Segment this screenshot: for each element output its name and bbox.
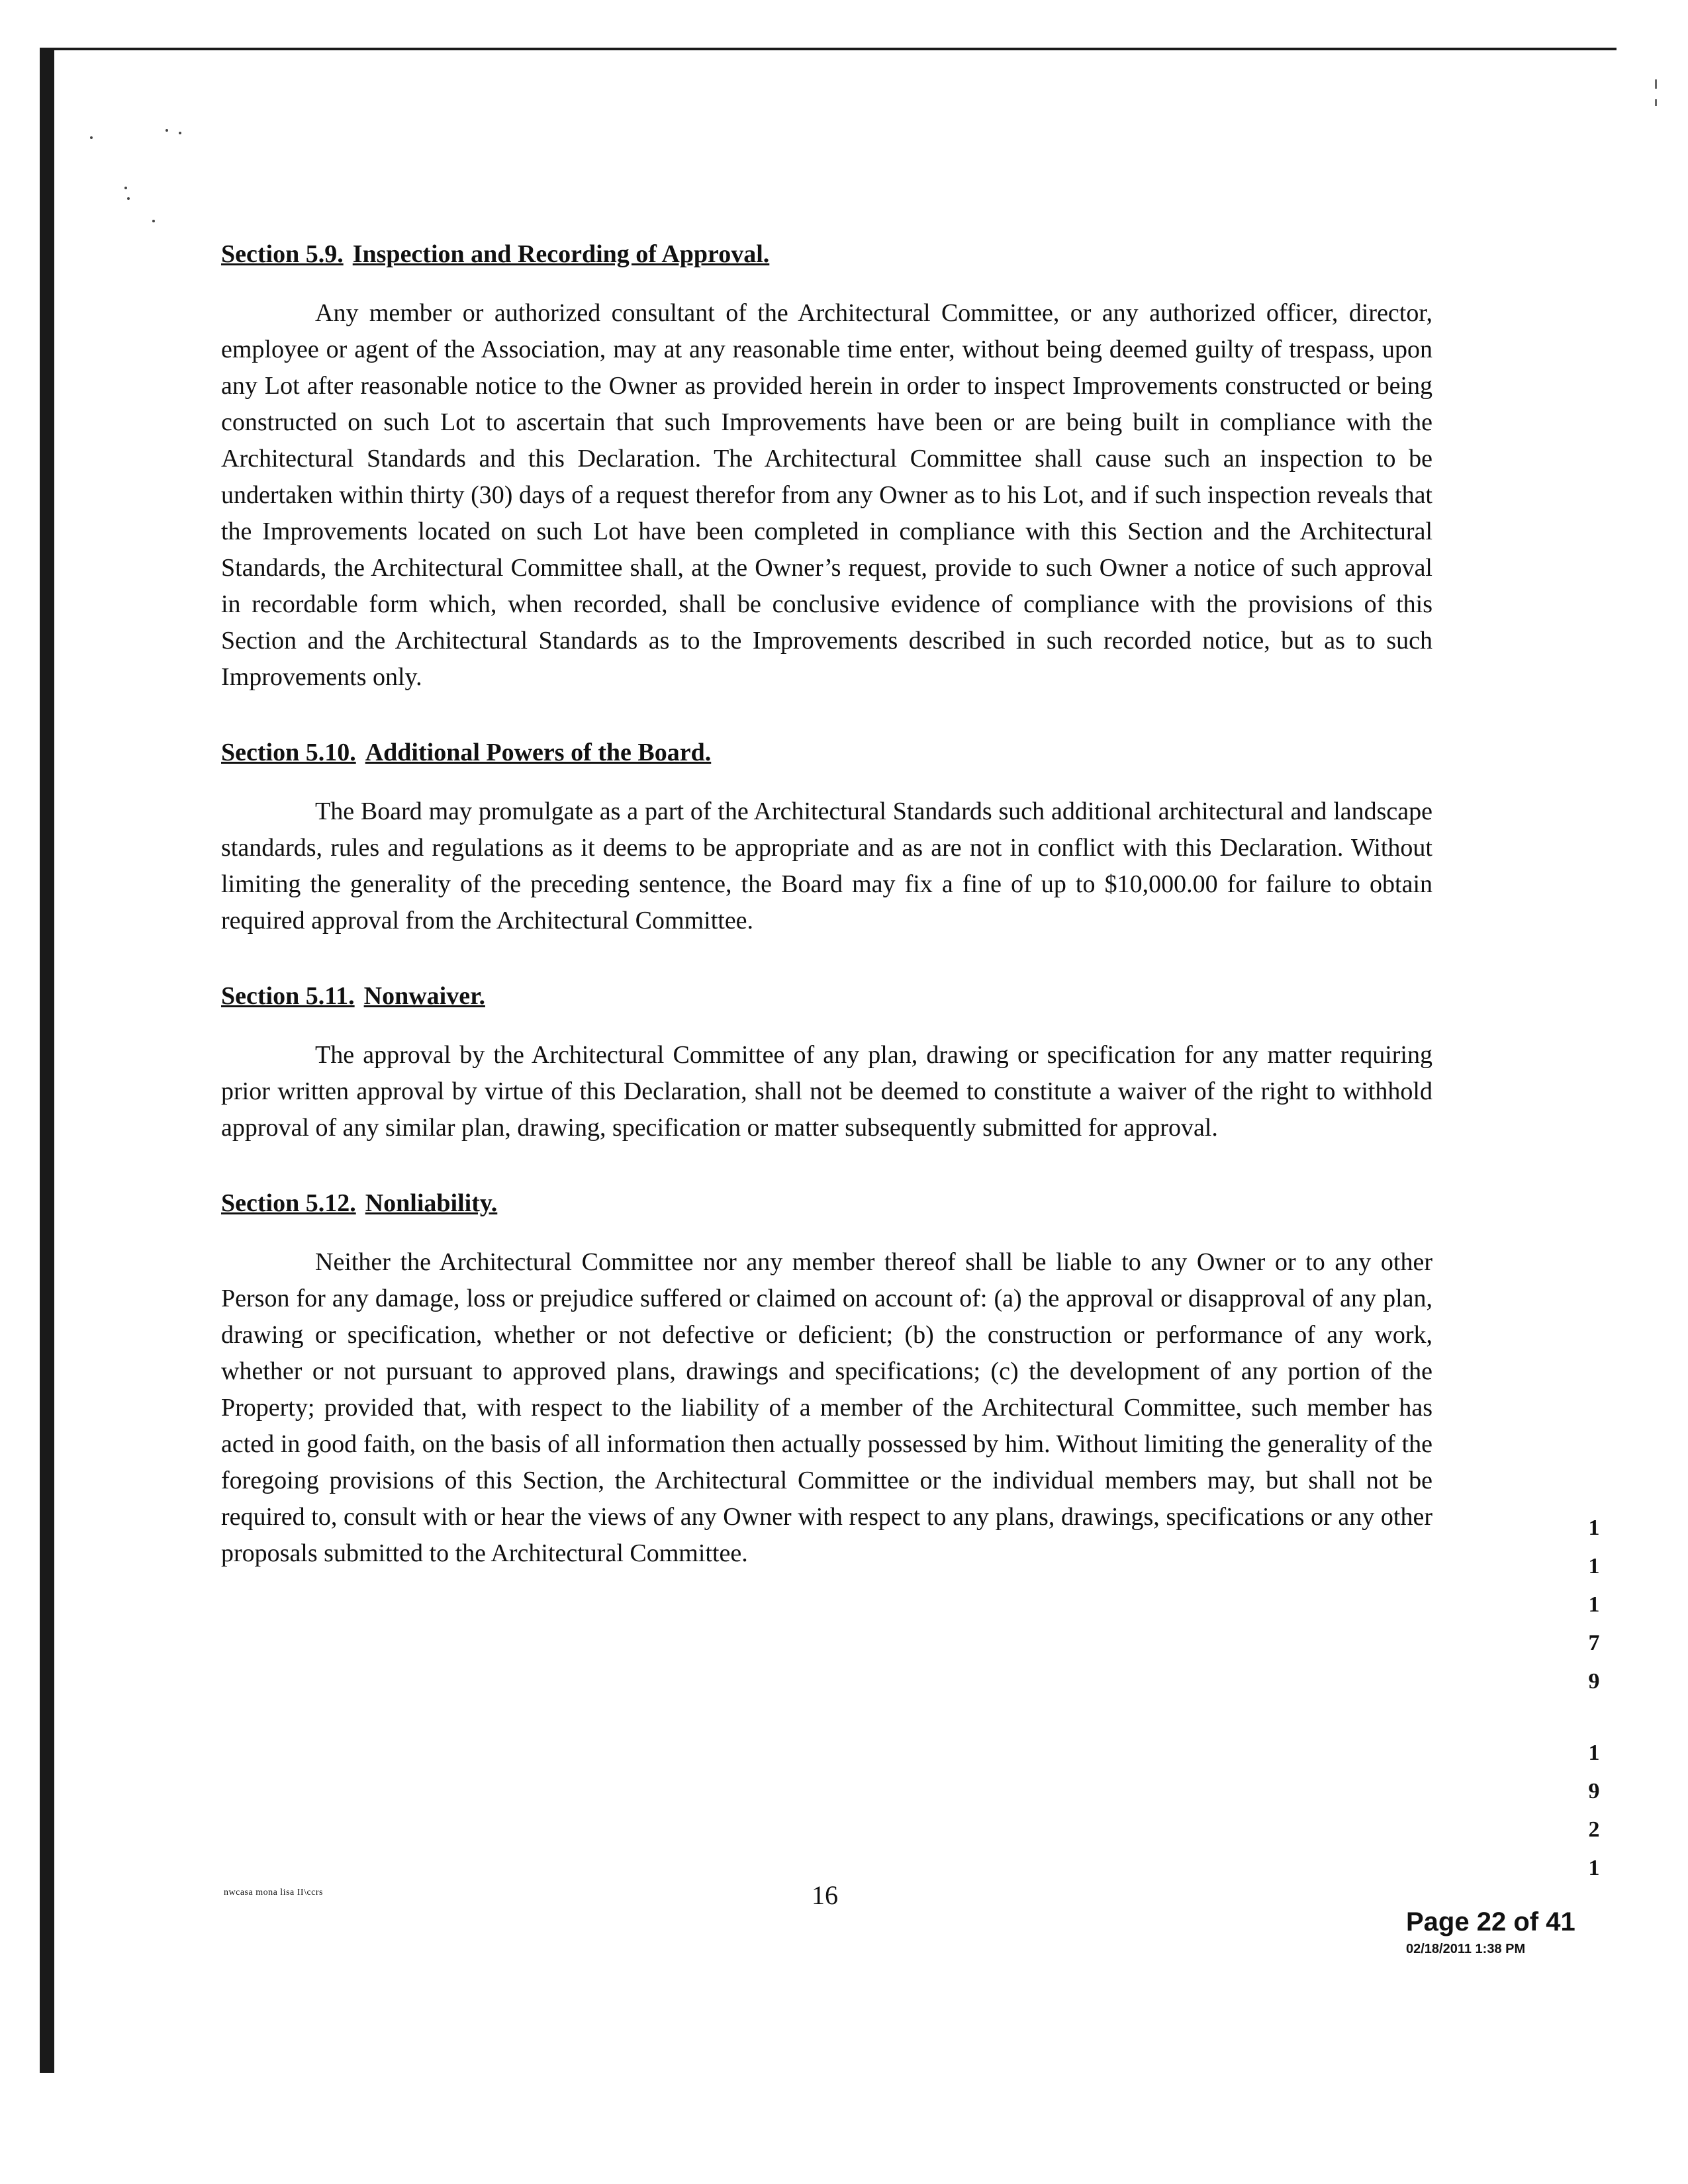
section-5-10 [221,737,1432,939]
margin-digit: 9 [1588,1669,1600,1694]
section-title: Nonwaiver. [363,982,485,1010]
margin-digit: 7 [1588,1631,1600,1655]
section-heading [221,737,1432,768]
margin-digit: 2 [1588,1817,1600,1842]
margin-digit: 1 [1588,1516,1600,1540]
section-5-12 [221,1187,1432,1572]
section-5-9 [221,238,1432,696]
scan-specks [0,0,1688,265]
section-title: Inspection and Recording of Approval. [352,240,770,268]
scan-left-border [40,48,54,2073]
section-paragraph: The Board may promulgate as a part of the Architectural Standards such additional architectural and landscape standards, rules and regulations as it deems to be appropriate and as are not in conflict with this Declaration. Without limiting the generality of the preceding sentence, the Board may fix a fine of up to $10,000.00 for failure to obtain required approval from the Architectural Committee. [221,797,1432,934]
section-title: Additional Powers of the Board. [365,739,712,766]
margin-recording-number [1581,1509,1607,1888]
page-number: 16 [812,1880,838,1910]
margin-digit: 1 [1588,1592,1600,1617]
margin-digit: 1 [1588,1741,1600,1765]
margin-gap [1581,1701,1607,1734]
section-number: Section 5.11. [221,982,355,1010]
section-heading [221,1187,1432,1219]
recorder-page-count: Page 22 of 41 [1406,1907,1575,1936]
margin-digit: 1 [1588,1856,1600,1880]
margin-digit: 1 [1588,1554,1600,1578]
section-number: Section 5.12. [221,1189,356,1217]
section-title: Nonliability. [365,1189,498,1217]
section-number: Section 5.10. [221,739,356,766]
section-5-11 [221,980,1432,1146]
section-paragraph: Neither the Architectural Committee nor any member thereof shall be liable to any Owner or to any other Person for any damage, loss or prejudice suffered or claimed on account of: (a) the approval or disapproval of any plan, drawing or specification, whether or not defective or deficient; (b) the construction or performance of any work, whether or not pursuant to approved plans, drawings and specifications; (c) the development of any portion of the Property; provided that, with respect to the liability of a member of the Architectural Committee, such member has acted in good faith, on the basis of all information then actually possessed by him. Without limiting the generality of the foregoing provisions of this Section, the Architectural Committee or the individual members may, but shall not be required to, consult with or hear the views of any Owner with respect to any plans, drawings, specifications or any other proposals submitted to the Architectural Committee. [221,1248,1432,1567]
file-reference: nwcasa mona lisa II\ccrs [224,1888,323,1897]
section-paragraph: Any member or authorized consultant of the Architectural Committee, or any authorized officer, director, employee or agent of the Association, may at any reasonable time enter, without being deemed guilty of trespass, upon any Lot after reasonable notice to the Owner as provided herein in order to inspect Improvements constructed or being constructed on such Lot to ascertain that such Improvements have been or are being built in compliance with the Architectural Standards and this Declaration. The Architectural Committee shall cause such an inspection to be undertaken within thirty (30) days of a request therefor from any Owner as to his Lot, and if such inspection reveals that the Improvements located on such Lot have been completed in compliance with this Section and the Architectural Standards, the Architectural Committee shall, at the Owner’s request, provide to such Owner a notice of such approval in recordable form which, when recorded, shall be conclusive evidence of compliance with the provisions of this Section and the Architectural Standards as to the Improvements described in such recorded notice, but as to such Improvements only. [221,299,1432,691]
document-body [221,238,1432,1613]
section-paragraph: The approval by the Architectural Committee of any plan, drawing or specification for any matter requiring prior written approval by virtue of this Declaration, shall not be deemed to constitute a waiver of the right to withhold approval of any similar plan, drawing, specification or matter subsequently submitted for approval. [221,1041,1432,1142]
section-heading [221,238,1432,270]
section-number: Section 5.9. [221,240,344,268]
margin-digit: 9 [1588,1779,1600,1803]
recorder-timestamp: 02/18/2011 1:38 PM [1406,1942,1526,1956]
section-heading [221,980,1432,1012]
